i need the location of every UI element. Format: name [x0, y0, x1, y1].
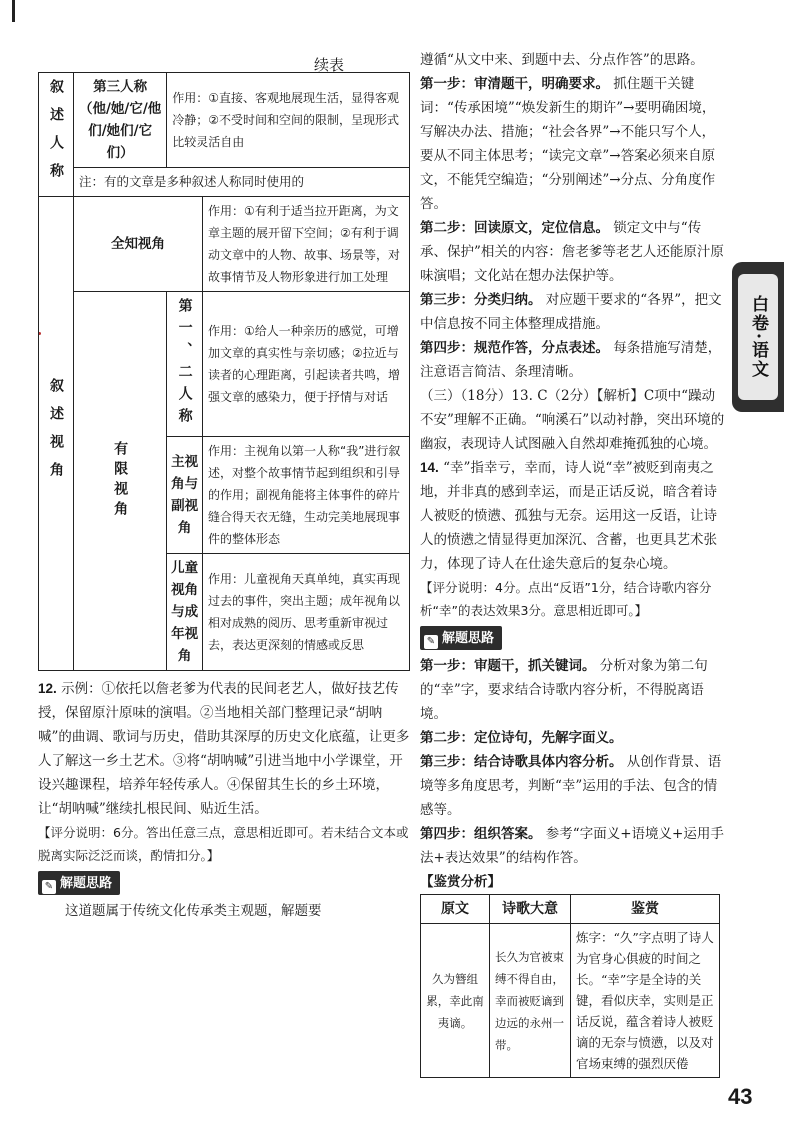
side-tab [732, 262, 784, 412]
q12-block [38, 677, 410, 923]
child-adult-label: 儿童视角与成年视角 [167, 554, 203, 671]
step2-label: 第二步：回读原文，定位信息。 [420, 220, 609, 236]
q13-answer: （三）（18分）13. C（2分）【解析】C项中“躁动不安”理解不正确。“响溪石”以动衬静，突出环境的幽寂，表现诗人试图融入自然却难掩孤独的心境。 [420, 388, 725, 452]
step1-label: 第一步：审清题干，明确要求。 [420, 76, 609, 92]
page-number: 43 [728, 1084, 753, 1109]
q12-score-note: 【评分说明：6分。答出任意三点，意思相近即可。若未结合文本或脱离实际泛泛而谈，酌情扣分。】 [38, 825, 409, 863]
continued-label: 续表 [314, 56, 345, 74]
omniscient-effect: 作用：①有利于适当拉开距离，为文章主题的展开留下空间；②有利于调动文章中的人物、故事、场景等，对故事情节及人物形象进行加工处理 [203, 197, 410, 292]
first-second-label: 第一、二人称 [167, 292, 203, 437]
q12-text: 示例：①依托以詹老爹为代表的民间老艺人，做好技艺传授，保留原汁原味的演唱。②当地相关部门整理记录“胡呐喊”的曲调、歌词与历史，借助其深厚的历史文化底蕴，让更多人了解这一乡土艺术。③将“胡呐喊”引进当地中小学课堂，开设兴趣课程，培养年轻传承人。④保留其生长的乡土环境，让“胡呐喊”继续扎根民间、贴近生活。 [38, 681, 410, 817]
s4-text: 参考“字面义+语境义+运用手法+表达效果”的结构作答。 [420, 826, 724, 866]
step4-text: 每条措施写清楚，注意语言简洁、条理清晰。 [420, 340, 722, 380]
q12-number: 12. [38, 681, 57, 696]
col-original-header: 原文 [421, 895, 490, 924]
q14-score-note: 【评分说明：4分。点出“反语”1分，结合诗歌内容分析“幸”的表达效果3分。意思相近即可。】 [420, 580, 712, 618]
step2-text: 锁定文中与“传承、保护”相关的内容：詹老爹等老艺人还能原汁原味演唱；文化站在想办法保护等。 [420, 220, 724, 284]
q14-badge [420, 626, 502, 650]
right-column [420, 48, 728, 1078]
side-tab-label: 白卷·语文 [738, 274, 778, 400]
pencil-icon: ✎ [42, 880, 56, 894]
narrative-table [38, 72, 410, 671]
step3-label: 第三步：分类归纳。 [420, 292, 542, 308]
appreciation-title: 【鉴赏分析】 [420, 874, 501, 890]
appreciation-table [420, 894, 720, 1078]
s4-label: 第四步：组织答案。 [420, 826, 542, 842]
omniscient-label: 全知视角 [74, 197, 203, 292]
perspective-header: 叙述视角 [39, 197, 74, 671]
s3-text: 从创作背景、语境等多角度思考，判断“幸”运用的手法、包含的情感等。 [420, 754, 722, 818]
third-person-effect: 作用：①直接、客观地展现生活，显得客观冷静；②不受时间和空间的限制，呈现形式比较灵活自由 [167, 73, 410, 168]
q14-badge-label: 解题思路 [442, 631, 495, 646]
q12-badge [38, 871, 120, 895]
left-column [38, 48, 410, 923]
step4-label: 第四步：规范作答，分点表述。 [420, 340, 609, 356]
q12-intro: 这道题属于传统文化传承类主观题，解题要 [65, 903, 322, 919]
narration-person-header: 叙述人称 [39, 73, 74, 197]
s1-label: 第一步：审题干，抓关键词。 [420, 658, 596, 674]
step3-text: 对应题干要求的“各界”，把文中信息按不同主体整理成措施。 [420, 292, 722, 332]
first-second-effect: 作用：①给人一种亲历的感觉，可增加文章的真实性与亲切感；②拉近与读者的心理距离，引起读者共鸣，增强文章的感染力，便于抒情与对话 [203, 292, 410, 437]
right-line1: 遵循“从文中来、到题中去、分点作答”的思路。 [420, 52, 704, 68]
main-sub-label: 主视角与副视角 [167, 437, 203, 554]
q14-number: 14. [420, 460, 439, 475]
meaning-text: 长久为官被束缚不得自由，幸而被贬谪到边远的永州一带。 [490, 924, 571, 1078]
col-meaning-header: 诗歌大意 [490, 895, 571, 924]
s2-label: 第二步：定位诗句，先解字面义。 [420, 730, 623, 746]
binding-mark [12, 0, 15, 22]
col-appreciation-header: 鉴赏 [571, 895, 720, 924]
third-person-label: 第三人称（他/她/它/他们/她们/它们） [74, 73, 167, 168]
s3-label: 第三步：结合诗歌具体内容分析。 [420, 754, 623, 770]
s1-text: 分析对象为第二句的“幸”字，要求结合诗歌内容分析，不得脱离语境。 [420, 658, 708, 722]
appreciation-text: 炼字：“久”字点明了诗人为官身心俱疲的时间之长。“幸”字是全诗的关键，看似庆幸，实则是正话反说，蕴含着诗人被贬谪的无奈与愤懑，以及对官场束缚的强烈厌倦 [571, 924, 720, 1078]
original-text: 久为簪组累，幸此南夷谪。 [421, 924, 490, 1078]
table-note: 注：有的文章是多种叙述人称同时使用的 [74, 168, 410, 197]
pencil-icon: ✎ [424, 635, 438, 649]
limited-header: 有限视角 [74, 292, 167, 671]
main-sub-effect: 作用：主视角以第一人称“我”进行叙述，对整个故事情节起到组织和引导的作用；副视角能将主体事件的碎片缝合得天衣无缝，生动完美地展现事件的整体形态 [203, 437, 410, 554]
q12-badge-label: 解题思路 [60, 876, 113, 891]
step1-text: 抓住题干关键词：“传承困境”“焕发新生的期许”→要明确困境，写解决办法、措施；“社会各界”→不能只写个人，要从不同主体思考；“读完文章”→答案必须来自原文，不能凭空编造；“分别阐述”→分点、分角度作答。 [420, 76, 716, 212]
child-adult-effect: 作用：儿童视角天真单纯，真实再现过去的事件，突出主题；成年视角以相对成熟的阅历、思考重新审视过去，表达更深刻的情感或反思 [203, 554, 410, 671]
q14-answer: “幸”指幸亏，幸而，诗人说“幸”被贬到南夷之地，并非真的感到幸运，而是正话反说，暗含着诗人被贬的愤懑、孤独与无奈。运用这一反语，让诗人的愤懑之情显得更加深沉、含蓄，也更具艺术张力，体现了诗人在仕途失意后的复杂心境。 [420, 460, 717, 572]
